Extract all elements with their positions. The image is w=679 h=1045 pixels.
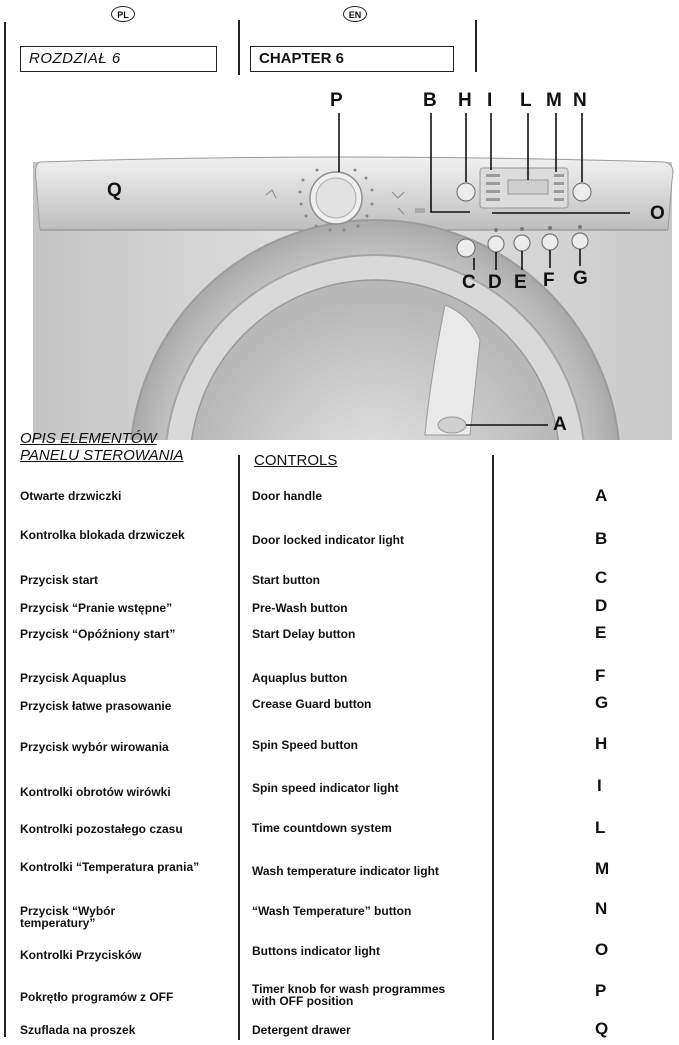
en-label: Pre-Wash button — [252, 601, 348, 615]
en-label: Detergent drawer — [252, 1023, 351, 1037]
row-letter: Q — [595, 1019, 609, 1038]
en-section-heading: CONTROLS — [254, 452, 338, 469]
control-panel-illustration — [0, 80, 679, 440]
callout-q: Q — [107, 180, 122, 201]
row-letter: C — [595, 568, 608, 587]
callout-e: E — [514, 272, 527, 293]
pl-heading-line1: OPIS ELEMENTÓW — [20, 430, 157, 447]
en-label: Crease Guard button — [252, 697, 372, 711]
prewash-button-shape — [488, 236, 504, 252]
crease-guard-button-shape — [572, 233, 588, 249]
en-label: Start Delay button — [252, 627, 356, 641]
spin-speed-button-shape — [457, 183, 475, 201]
row-letter: P — [595, 981, 607, 1000]
header-divider-line — [238, 20, 240, 75]
en-label: Door locked indicator light — [252, 533, 405, 547]
en-label: Door handle — [252, 489, 323, 503]
row-letter: B — [595, 529, 608, 548]
pl-label: Przycisk “Pranie wstępne” — [20, 601, 173, 615]
pl-label: Przycisk “Wybór temperatury” — [20, 904, 116, 930]
callout-l: L — [520, 90, 532, 111]
en-label: Wash temperature indicator light — [252, 864, 439, 878]
row-letter: M — [595, 859, 610, 878]
callout-g: G — [573, 268, 588, 289]
row-letter: F — [595, 666, 606, 685]
pl-label: Szuflada na proszek — [20, 1023, 136, 1037]
header-right-line — [475, 20, 477, 72]
pl-label: Przycisk start — [20, 573, 99, 587]
callout-n: N — [573, 90, 587, 111]
aquaplus-button-shape — [542, 234, 558, 250]
pl-label: Przycisk łatwe prasowanie — [20, 699, 172, 713]
callout-d: D — [488, 272, 502, 293]
pl-label: Przycisk wybór wirowania — [20, 740, 169, 754]
en-label: Spin speed indicator light — [252, 781, 399, 795]
pl-label: Przycisk “Opóźniony start” — [20, 627, 176, 641]
pl-label: Kontrolki pozostałego czasu — [20, 822, 183, 836]
pl-label: Kontrolka blokada drzwiczek — [20, 528, 185, 542]
row-letter: G — [595, 693, 609, 712]
pl-section-heading — [20, 430, 184, 464]
en-language-badge: EN — [343, 6, 367, 22]
pl-label: Kontrolki Przycisków — [20, 948, 142, 962]
en-label: Aquaplus button — [252, 671, 348, 685]
pl-chapter-title: ROZDZIAŁ 6 — [20, 46, 217, 72]
callout-a: A — [553, 414, 567, 435]
callout-o: O — [650, 203, 665, 224]
en-label: Timer knob for wash programmes with OFF position — [252, 982, 446, 1008]
start-delay-button-shape — [514, 235, 530, 251]
en-label: “Wash Temperature” button — [252, 904, 412, 918]
table-divider-line-pl-en — [238, 455, 240, 1040]
row-letter: H — [595, 734, 608, 753]
callout-f: F — [543, 270, 555, 291]
callout-b: B — [423, 90, 437, 111]
row-letter: A — [595, 486, 608, 505]
row-letter: I — [597, 776, 602, 795]
en-label: Start button — [252, 573, 320, 587]
pl-label: Otwarte drzwiczki — [20, 489, 122, 503]
row-letter: O — [595, 940, 609, 959]
en-label: Time countdown system — [252, 821, 392, 835]
row-letter: D — [595, 596, 608, 615]
pl-language-badge: PL — [111, 6, 135, 22]
start-button-shape — [457, 239, 475, 257]
table-divider-line-en-letter — [492, 455, 494, 1040]
wash-temperature-button-shape — [573, 183, 591, 201]
pl-label: Pokrętło programów z OFF — [20, 990, 174, 1004]
callout-h: H — [458, 90, 472, 111]
en-label: Buttons indicator light — [252, 944, 380, 958]
pl-label: Przycisk Aquaplus — [20, 671, 127, 685]
en-chapter-title: CHAPTER 6 — [250, 46, 454, 72]
row-letter: N — [595, 899, 608, 918]
callout-c: C — [462, 272, 476, 293]
callout-p: P — [330, 90, 343, 111]
pl-heading-line2: PANELU STEROWANIA — [20, 447, 184, 464]
callout-i: I — [487, 90, 493, 111]
callout-m: M — [546, 90, 562, 111]
en-label: Spin Speed button — [252, 738, 358, 752]
row-letter: E — [595, 623, 607, 642]
pl-label: Kontrolki obrotów wirówki — [20, 785, 171, 799]
pl-label: Kontrolki “Temperatura prania” — [20, 860, 200, 874]
row-letter: L — [595, 818, 606, 837]
